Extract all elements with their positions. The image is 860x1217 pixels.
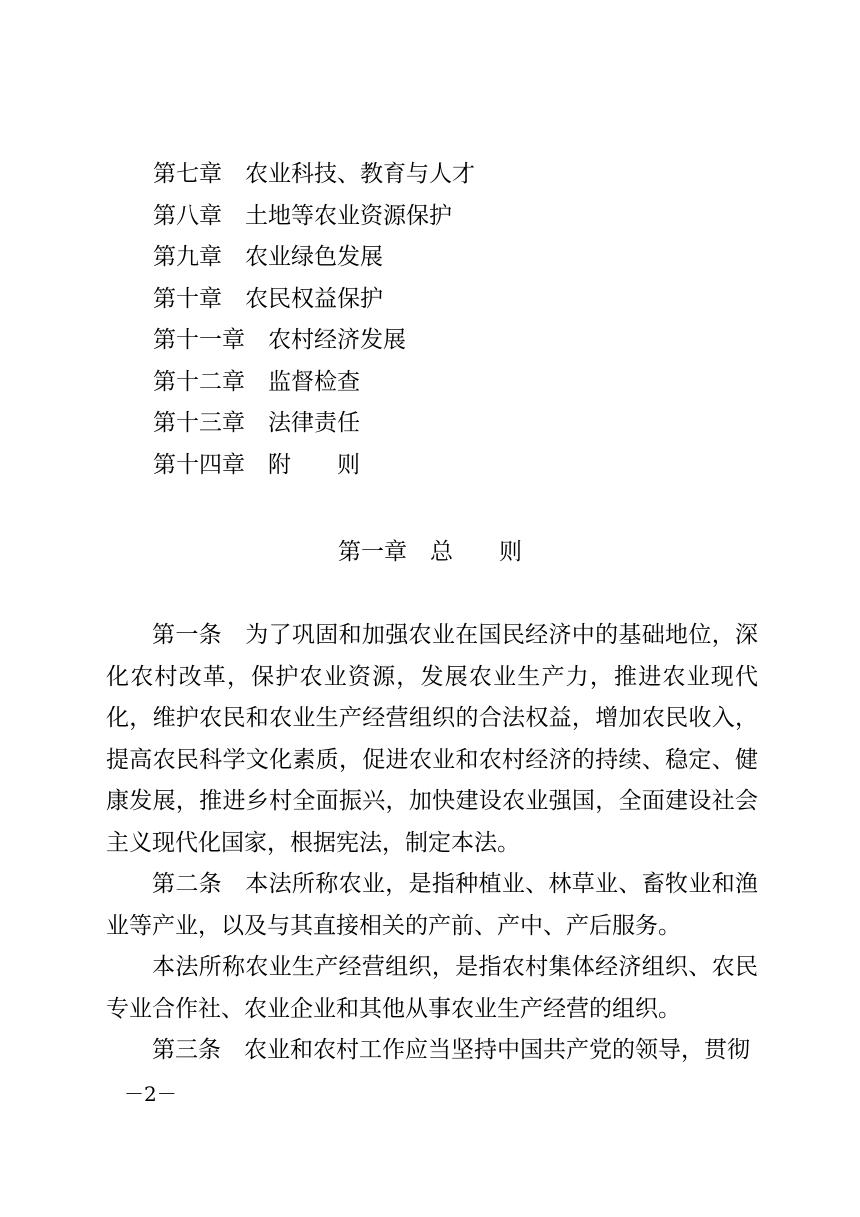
toc-chapter-number: 第九章: [153, 244, 222, 270]
toc-item: [153, 403, 475, 445]
toc-item: [153, 196, 475, 238]
article-paragraph: [106, 947, 758, 1030]
article-number: 第二条: [152, 871, 222, 897]
article-text: 本法所称农业，是指种植业、林草业、畜牧业和渔业等产业，以及与其直接相关的产前、产中、产后服务。: [106, 871, 759, 939]
toc-chapter-number: 第八章: [153, 202, 222, 229]
article-paragraph: [106, 864, 758, 947]
toc-item: [153, 154, 475, 196]
toc-item: [153, 320, 475, 362]
toc-item: [153, 237, 475, 279]
toc-chapter-title: 监督检查: [268, 368, 360, 395]
article-number: 第一条: [152, 622, 222, 648]
toc-chapter-number: 第七章: [153, 161, 222, 187]
article-number: 第三条: [152, 1037, 221, 1063]
toc-chapter-title: 农村经济发展: [268, 327, 406, 353]
toc-chapter-number: 第十一章: [153, 327, 245, 353]
toc-chapter-number: 第十二章: [153, 368, 245, 395]
article-paragraph: [106, 1030, 758, 1072]
toc-chapter-number: 第十四章: [153, 451, 245, 478]
page-number: －2－: [124, 1082, 177, 1106]
toc-chapter-title: 农业科技、教育与人才: [245, 161, 475, 187]
chapter-body: [106, 615, 758, 1072]
article-text: 农业和农村工作应当坚持中国共产党的领导，贯彻: [244, 1037, 750, 1063]
toc-chapter-title: 农民权益保护: [245, 285, 383, 312]
toc-chapter-title: 附 则: [268, 451, 360, 478]
toc-chapter-number: 第十章: [153, 285, 222, 312]
toc-item: [153, 279, 475, 321]
toc-item: [153, 362, 475, 404]
toc-chapter-title: 法律责任: [268, 410, 360, 436]
chapter-heading: [0, 532, 860, 572]
table-of-contents: [153, 154, 475, 486]
chapter-title: 总 则: [430, 539, 522, 565]
chapter-number: 第一章: [338, 539, 407, 565]
article-paragraph: [106, 615, 758, 864]
toc-item: [153, 445, 475, 487]
article-text: 为了巩固和加强农业在国民经济中的基础地位，深化农村改革，保护农业资源，发展农业生产力，推进农业现代化，维护农民和农业生产经营组织的合法权益，增加农民收入，提高农民科学文化素质，促进农业和农村经济的持续、稳定、健康发展，推进乡村全面振兴，加快建设农业强国，全面建设社会主义现代化国家，根据宪法，制定本法。: [106, 622, 759, 856]
toc-chapter-number: 第十三章: [153, 410, 245, 436]
toc-chapter-title: 农业绿色发展: [245, 244, 383, 270]
toc-chapter-title: 土地等农业资源保护: [245, 202, 452, 229]
article-text: 本法所称农业生产经营组织，是指农村集体经济组织、农民专业合作社、农业企业和其他从事农业生产经营的组织。: [106, 954, 758, 1022]
